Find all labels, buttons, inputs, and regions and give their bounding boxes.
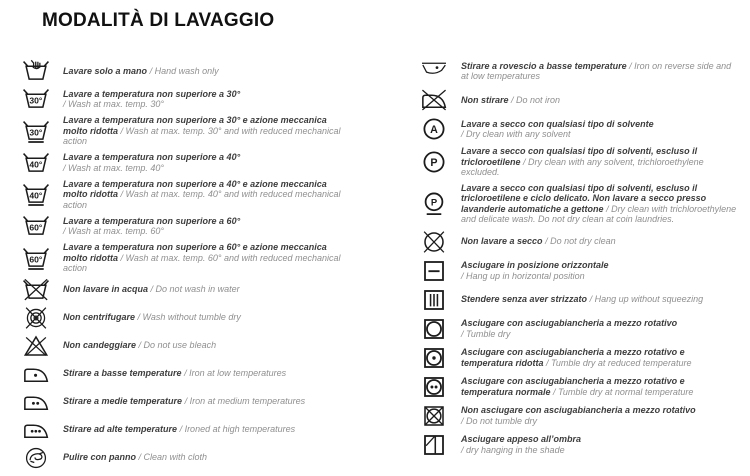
care-row bbox=[22, 362, 353, 386]
wash-60-reduced-icon bbox=[22, 246, 50, 270]
care-row bbox=[22, 242, 353, 274]
label-italian: Stirare a rovescio a basse temperature bbox=[461, 60, 627, 71]
iron-high-icon bbox=[22, 418, 50, 442]
label-italian: Asciugare con asciugabiancheria a mezzo rotativo e temperatura normale bbox=[461, 376, 685, 397]
label-english: / Wash at max. temp. 60° and with reduced mechanical action bbox=[63, 252, 341, 273]
care-row bbox=[420, 317, 740, 341]
care-row bbox=[420, 88, 740, 112]
left-column bbox=[22, 59, 353, 470]
care-row bbox=[22, 59, 353, 83]
care-label bbox=[461, 347, 739, 368]
care-label bbox=[63, 284, 341, 295]
label-english: / Tumble dry at reduced temperature bbox=[546, 357, 692, 368]
label-english: / Wash at max. temp. 40° and with reduced mechanical action bbox=[63, 189, 341, 210]
tumble-dry-icon bbox=[420, 317, 448, 341]
label-english: / Wash at max. temp. 30° and with reduced mechanical action bbox=[63, 125, 341, 146]
no-tumble-dry-icon bbox=[420, 404, 448, 428]
label-italian: Asciugare con asciugabiancheria a mezzo rotativo bbox=[461, 318, 678, 328]
care-row bbox=[420, 59, 740, 83]
care-label bbox=[63, 216, 341, 237]
care-row bbox=[22, 214, 353, 238]
care-label bbox=[63, 368, 341, 379]
tumble-dry-normal-icon bbox=[420, 375, 448, 399]
label-english: / Hang up in horizontal position bbox=[461, 270, 585, 281]
hand-wash-icon bbox=[22, 59, 50, 83]
label-english: / Dry clean with any solvent, trichloroethylene excluded. bbox=[461, 156, 704, 177]
label-italian: Lavare a secco con qualsiasi tipo di solvente bbox=[461, 118, 654, 129]
label-english: / Tumble dry at normal temperature bbox=[553, 386, 694, 397]
care-row bbox=[420, 117, 740, 141]
care-row bbox=[22, 179, 353, 211]
label-english: / Do not dry clean bbox=[545, 236, 616, 247]
care-label bbox=[461, 405, 739, 426]
care-row bbox=[420, 288, 740, 312]
label-english: / Iron at medium temperatures bbox=[184, 396, 306, 407]
label-italian: Pulire con panno bbox=[63, 452, 137, 463]
label-italian: Lavare a temperatura non superiore a 30° e azione meccanica molto ridotta bbox=[63, 115, 327, 136]
care-label bbox=[63, 89, 341, 110]
label-english: / Hang up without squeezing bbox=[589, 294, 704, 305]
label-italian: Asciugare appeso all’ombra bbox=[461, 434, 582, 444]
label-italian: Lavare a secco con qualsiasi tipo di solventi, escluso il tricloroetilene bbox=[461, 146, 698, 167]
label-italian: Stendere senza aver strizzato bbox=[461, 294, 588, 305]
label-italian: Lavare a secco con qualsiasi tipo di solventi, escluso il tricloroetilene e ciclo delicato. Non lavare a secco presso lavanderie automatiche a gettone bbox=[461, 182, 707, 214]
label-italian: Lavare a temperatura non superiore a 40° bbox=[63, 152, 241, 162]
care-label bbox=[63, 179, 341, 211]
columns-container bbox=[22, 59, 750, 470]
label-italian: Non asciugare con asciugabiancheria a mezzo rotativo bbox=[461, 405, 696, 415]
care-row bbox=[22, 334, 353, 358]
care-label bbox=[63, 66, 341, 77]
label-italian: Non centrifugare bbox=[63, 312, 136, 323]
wash-40-reduced-icon bbox=[22, 182, 50, 206]
dryclean-p-icon bbox=[420, 150, 448, 174]
page-title: MODALITÀ DI LAVAGGIO bbox=[42, 10, 275, 31]
label-italian: Stirare a basse temperature bbox=[63, 368, 182, 379]
wash-40-icon bbox=[22, 151, 50, 175]
care-row bbox=[420, 404, 740, 428]
care-row bbox=[420, 346, 740, 370]
label-italian: Non lavare in acqua bbox=[63, 284, 149, 295]
tumble-dry-low-icon bbox=[420, 346, 448, 370]
care-row bbox=[22, 115, 353, 147]
care-label bbox=[461, 183, 739, 225]
care-row bbox=[22, 446, 353, 470]
care-row bbox=[420, 230, 740, 254]
label-italian: Lavare a temperatura non superiore a 60° e azione meccanica molto ridotta bbox=[63, 242, 327, 263]
care-row bbox=[22, 87, 353, 111]
care-row bbox=[22, 151, 353, 175]
label-english: / dry hanging in the shade bbox=[461, 444, 565, 455]
label-english: / Hand wash only bbox=[149, 65, 219, 76]
label-italian: Lavare a temperatura non superiore a 40° e azione meccanica molto ridotta bbox=[63, 178, 327, 199]
label-english: / Iron on reverse side and at low temperatures bbox=[461, 60, 732, 81]
label-english: / Iron at low temperatures bbox=[184, 368, 287, 379]
clean-cloth-icon bbox=[22, 446, 50, 470]
care-label bbox=[63, 242, 341, 274]
care-row bbox=[22, 418, 353, 442]
no-dryclean-icon bbox=[420, 230, 448, 254]
label-english: / Dry clean with any solvent bbox=[461, 129, 571, 139]
care-label bbox=[63, 115, 341, 147]
care-label bbox=[63, 152, 341, 173]
label-english: / Do not wash in water bbox=[150, 284, 240, 295]
care-row bbox=[420, 183, 740, 225]
label-english: / Do not tumble dry bbox=[461, 415, 538, 426]
care-row bbox=[420, 146, 740, 178]
label-italian: Lavare a temperatura non superiore a 60° bbox=[63, 215, 241, 226]
dry-flat-icon bbox=[420, 259, 448, 283]
label-italian: Non lavare a secco bbox=[461, 236, 543, 247]
label-italian: Stirare ad alte temperature bbox=[63, 424, 178, 435]
no-wash-icon bbox=[22, 278, 50, 302]
wash-60-icon bbox=[22, 214, 50, 238]
label-english: / Ironed at high temperatures bbox=[179, 424, 296, 435]
label-english: / Clean with cloth bbox=[138, 452, 208, 463]
label-english: / Do not use bleach bbox=[138, 340, 217, 351]
label-italian: Lavare solo a mano bbox=[63, 65, 148, 76]
care-row bbox=[22, 306, 353, 330]
care-label bbox=[461, 146, 739, 178]
care-label bbox=[63, 424, 341, 435]
iron-medium-icon bbox=[22, 390, 50, 414]
label-english: / Wash without tumble dry bbox=[137, 312, 241, 323]
label-english: / Wash at max. temp. 40° bbox=[63, 162, 164, 173]
label-italian: Non candeggiare bbox=[63, 340, 137, 351]
label-italian: Asciugare con asciugabiancheria a mezzo rotativo e temperatura ridotta bbox=[461, 347, 685, 368]
label-english: / Wash at max. temp. 30° bbox=[63, 99, 164, 109]
wash-30-icon bbox=[22, 87, 50, 111]
care-label bbox=[461, 61, 739, 82]
care-label bbox=[461, 376, 739, 397]
label-italian: Non stirare bbox=[461, 94, 509, 105]
wash-30-reduced-icon bbox=[22, 119, 50, 143]
care-row bbox=[22, 390, 353, 414]
drip-dry-icon bbox=[420, 288, 448, 312]
care-label bbox=[63, 452, 341, 463]
label-italian: Lavare a temperatura non superiore a 30° bbox=[63, 88, 241, 99]
care-label bbox=[63, 312, 341, 323]
care-row bbox=[420, 259, 740, 283]
care-row bbox=[420, 375, 740, 399]
care-row bbox=[22, 278, 353, 302]
care-label bbox=[63, 340, 341, 351]
care-label bbox=[63, 396, 341, 407]
dryclean-any-solvent-icon bbox=[420, 117, 448, 141]
label-english: / Dry clean with trichloroethylene and delicate wash. Do not dry clean at coin laundries. bbox=[461, 203, 737, 224]
care-label bbox=[461, 236, 739, 247]
label-english: / Do not iron bbox=[511, 94, 561, 105]
label-italian: Stirare a medie temperature bbox=[63, 396, 183, 407]
care-label bbox=[461, 119, 739, 140]
care-label bbox=[461, 95, 739, 106]
label-english: / Wash at max. temp. 60° bbox=[63, 226, 164, 236]
iron-reverse-low-icon bbox=[420, 59, 448, 83]
dry-in-shade-icon bbox=[420, 433, 448, 457]
care-row bbox=[420, 433, 740, 457]
label-english: / Tumble dry bbox=[461, 328, 511, 339]
no-spin-icon bbox=[22, 306, 50, 330]
care-label bbox=[461, 434, 739, 455]
no-bleach-icon bbox=[22, 334, 50, 358]
iron-low-icon bbox=[22, 362, 50, 386]
care-label bbox=[461, 294, 739, 305]
label-italian: Asciugare in posizione orizzontale bbox=[461, 260, 609, 270]
no-iron-icon bbox=[420, 88, 448, 112]
right-column bbox=[420, 59, 740, 470]
care-label bbox=[461, 260, 739, 281]
dryclean-p-delicate-icon bbox=[420, 192, 448, 216]
care-label bbox=[461, 318, 739, 339]
